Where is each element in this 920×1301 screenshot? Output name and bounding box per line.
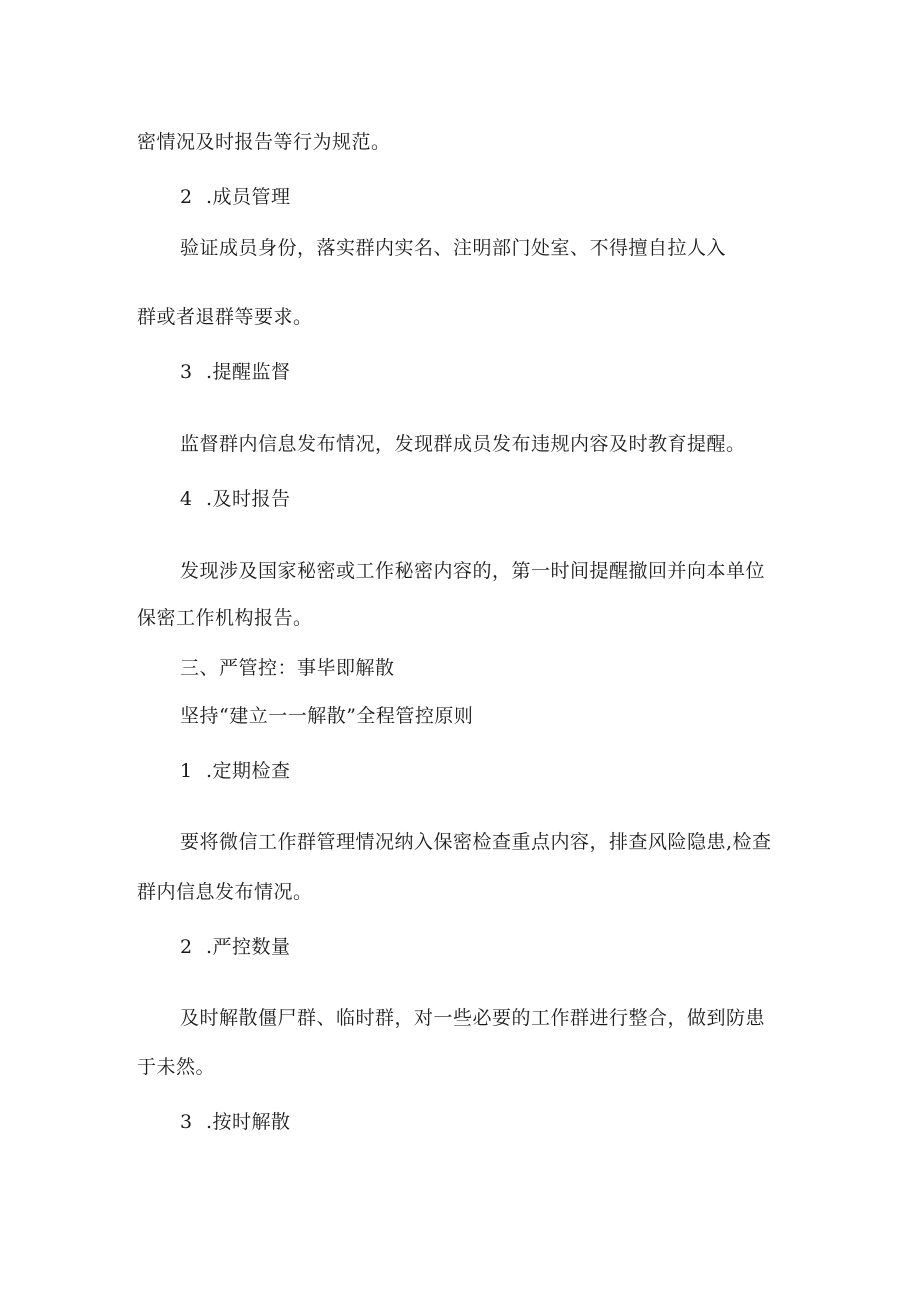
paragraph-line [180, 1006, 765, 1030]
section-intro [180, 704, 473, 728]
paragraph-text: 发现涉及国家秘密或工作秘密内容的，第一时间提醒撤回并向本单位 [180, 560, 766, 582]
subheading-text: .成员管理 [206, 186, 291, 208]
paragraph-line [180, 559, 765, 583]
subheading-timely-dissolve [180, 1110, 291, 1134]
subheading-timely-report [180, 487, 291, 511]
subheading-reminder-supervision [180, 360, 291, 384]
paragraph-line [180, 830, 772, 854]
paragraph-line [180, 432, 746, 456]
subheading-strict-control [180, 935, 291, 959]
paragraph-text: 群内信息发布情况。 [137, 881, 313, 903]
paragraph-line [137, 880, 313, 904]
subheading-number: 3 [180, 1111, 193, 1133]
paragraph-text: 要将微信工作群管理情况纳入保密检查重点内容，排查风险隐患,检查 [180, 831, 772, 853]
subheading-number: 3 [180, 361, 193, 383]
subheading-regular-inspection [180, 759, 291, 783]
paragraph-line [137, 1055, 215, 1079]
subheading-text: .定期检查 [206, 760, 291, 782]
paragraph-line [137, 305, 313, 329]
subheading-number: 4 [180, 488, 193, 510]
subheading-member-management [180, 185, 291, 209]
paragraph-line [137, 130, 391, 154]
subheading-text: .及时报告 [206, 488, 291, 510]
paragraph-text: 于未然。 [137, 1056, 216, 1078]
paragraph-line [137, 606, 313, 630]
section-intro-text: 坚持“建立一一解散”全程管控原则 [180, 705, 474, 727]
subheading-number: 2 [180, 936, 193, 958]
subheading-number: 2 [180, 186, 193, 208]
subheading-number: 1 [180, 760, 193, 782]
section-heading-text: 三、严管控：事毕即解散 [180, 657, 395, 679]
section-heading [180, 656, 395, 680]
subheading-text: .按时解散 [206, 1111, 291, 1133]
paragraph-text: 监督群内信息发布情况，发现群成员发布违规内容及时教育提醒。 [180, 433, 746, 455]
paragraph-text: 保密工作机构报告。 [137, 607, 313, 629]
subheading-text: .严控数量 [206, 936, 291, 958]
paragraph-line [180, 236, 726, 260]
paragraph-text: 密情况及时报告等行为规范。 [137, 131, 391, 153]
subheading-text: .提醒监督 [206, 361, 291, 383]
paragraph-text: 验证成员身份，落实群内实名、注明部门处室、不得擅自拉人入 [180, 237, 727, 259]
paragraph-text: 群或者退群等要求。 [137, 306, 313, 328]
paragraph-text: 及时解散僵尸群、临时群，对一些必要的工作群进行整合，做到防患 [180, 1007, 766, 1029]
